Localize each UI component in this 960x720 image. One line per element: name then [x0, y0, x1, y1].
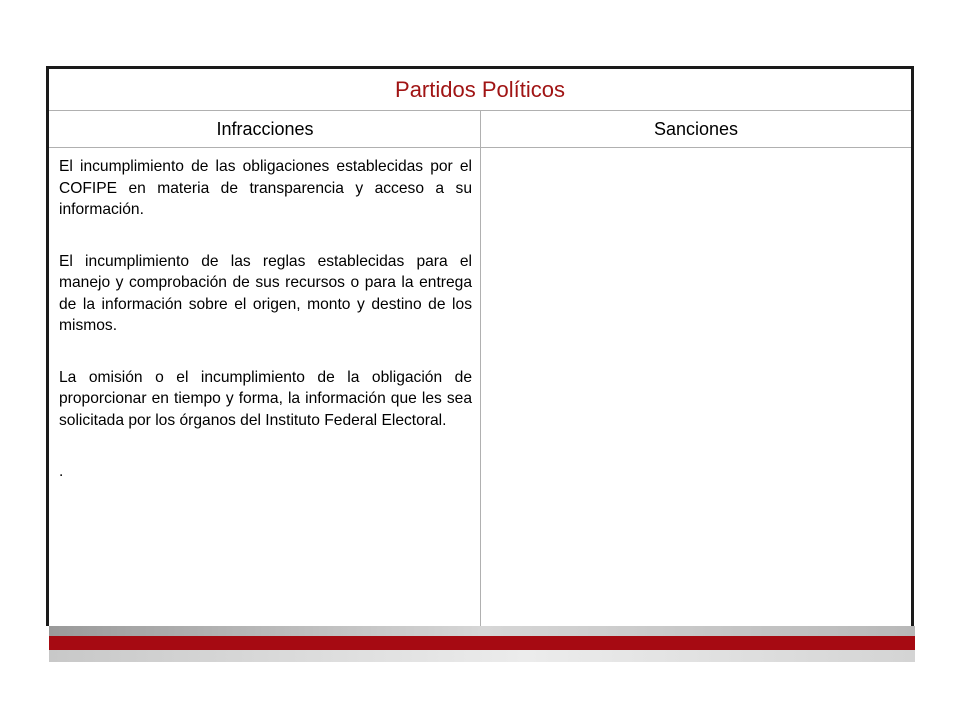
- header-infracciones: Infracciones: [216, 118, 314, 139]
- infraccion-item: La omisión o el incumplimiento de la obligación de proporcionar en tiempo y forma, la información que les sea solicitada por los órganos del Instituto Federal Electoral.: [59, 368, 472, 429]
- header-sanciones: Sanciones: [653, 118, 739, 139]
- footer-bar-red: [49, 636, 915, 650]
- footer-bar-grey-top: [49, 626, 915, 636]
- table-title: Partidos Políticos: [49, 69, 911, 111]
- infraccion-item: .: [59, 463, 64, 480]
- infractions-table: [46, 66, 914, 626]
- infracciones-cell: [59, 156, 472, 513]
- footer-bar-grey-bottom: [49, 650, 915, 662]
- infraccion-item: El incumplimiento de las reglas establecidas para el manejo y comprobación de sus recursos o para la entrega de la información sobre el origen, monto y destino de los mismos.: [59, 252, 472, 334]
- column-divider: [480, 111, 481, 626]
- infraccion-item: El incumplimiento de las obligaciones establecidas por el COFIPE en materia de transparencia y acceso a su información.: [59, 158, 472, 218]
